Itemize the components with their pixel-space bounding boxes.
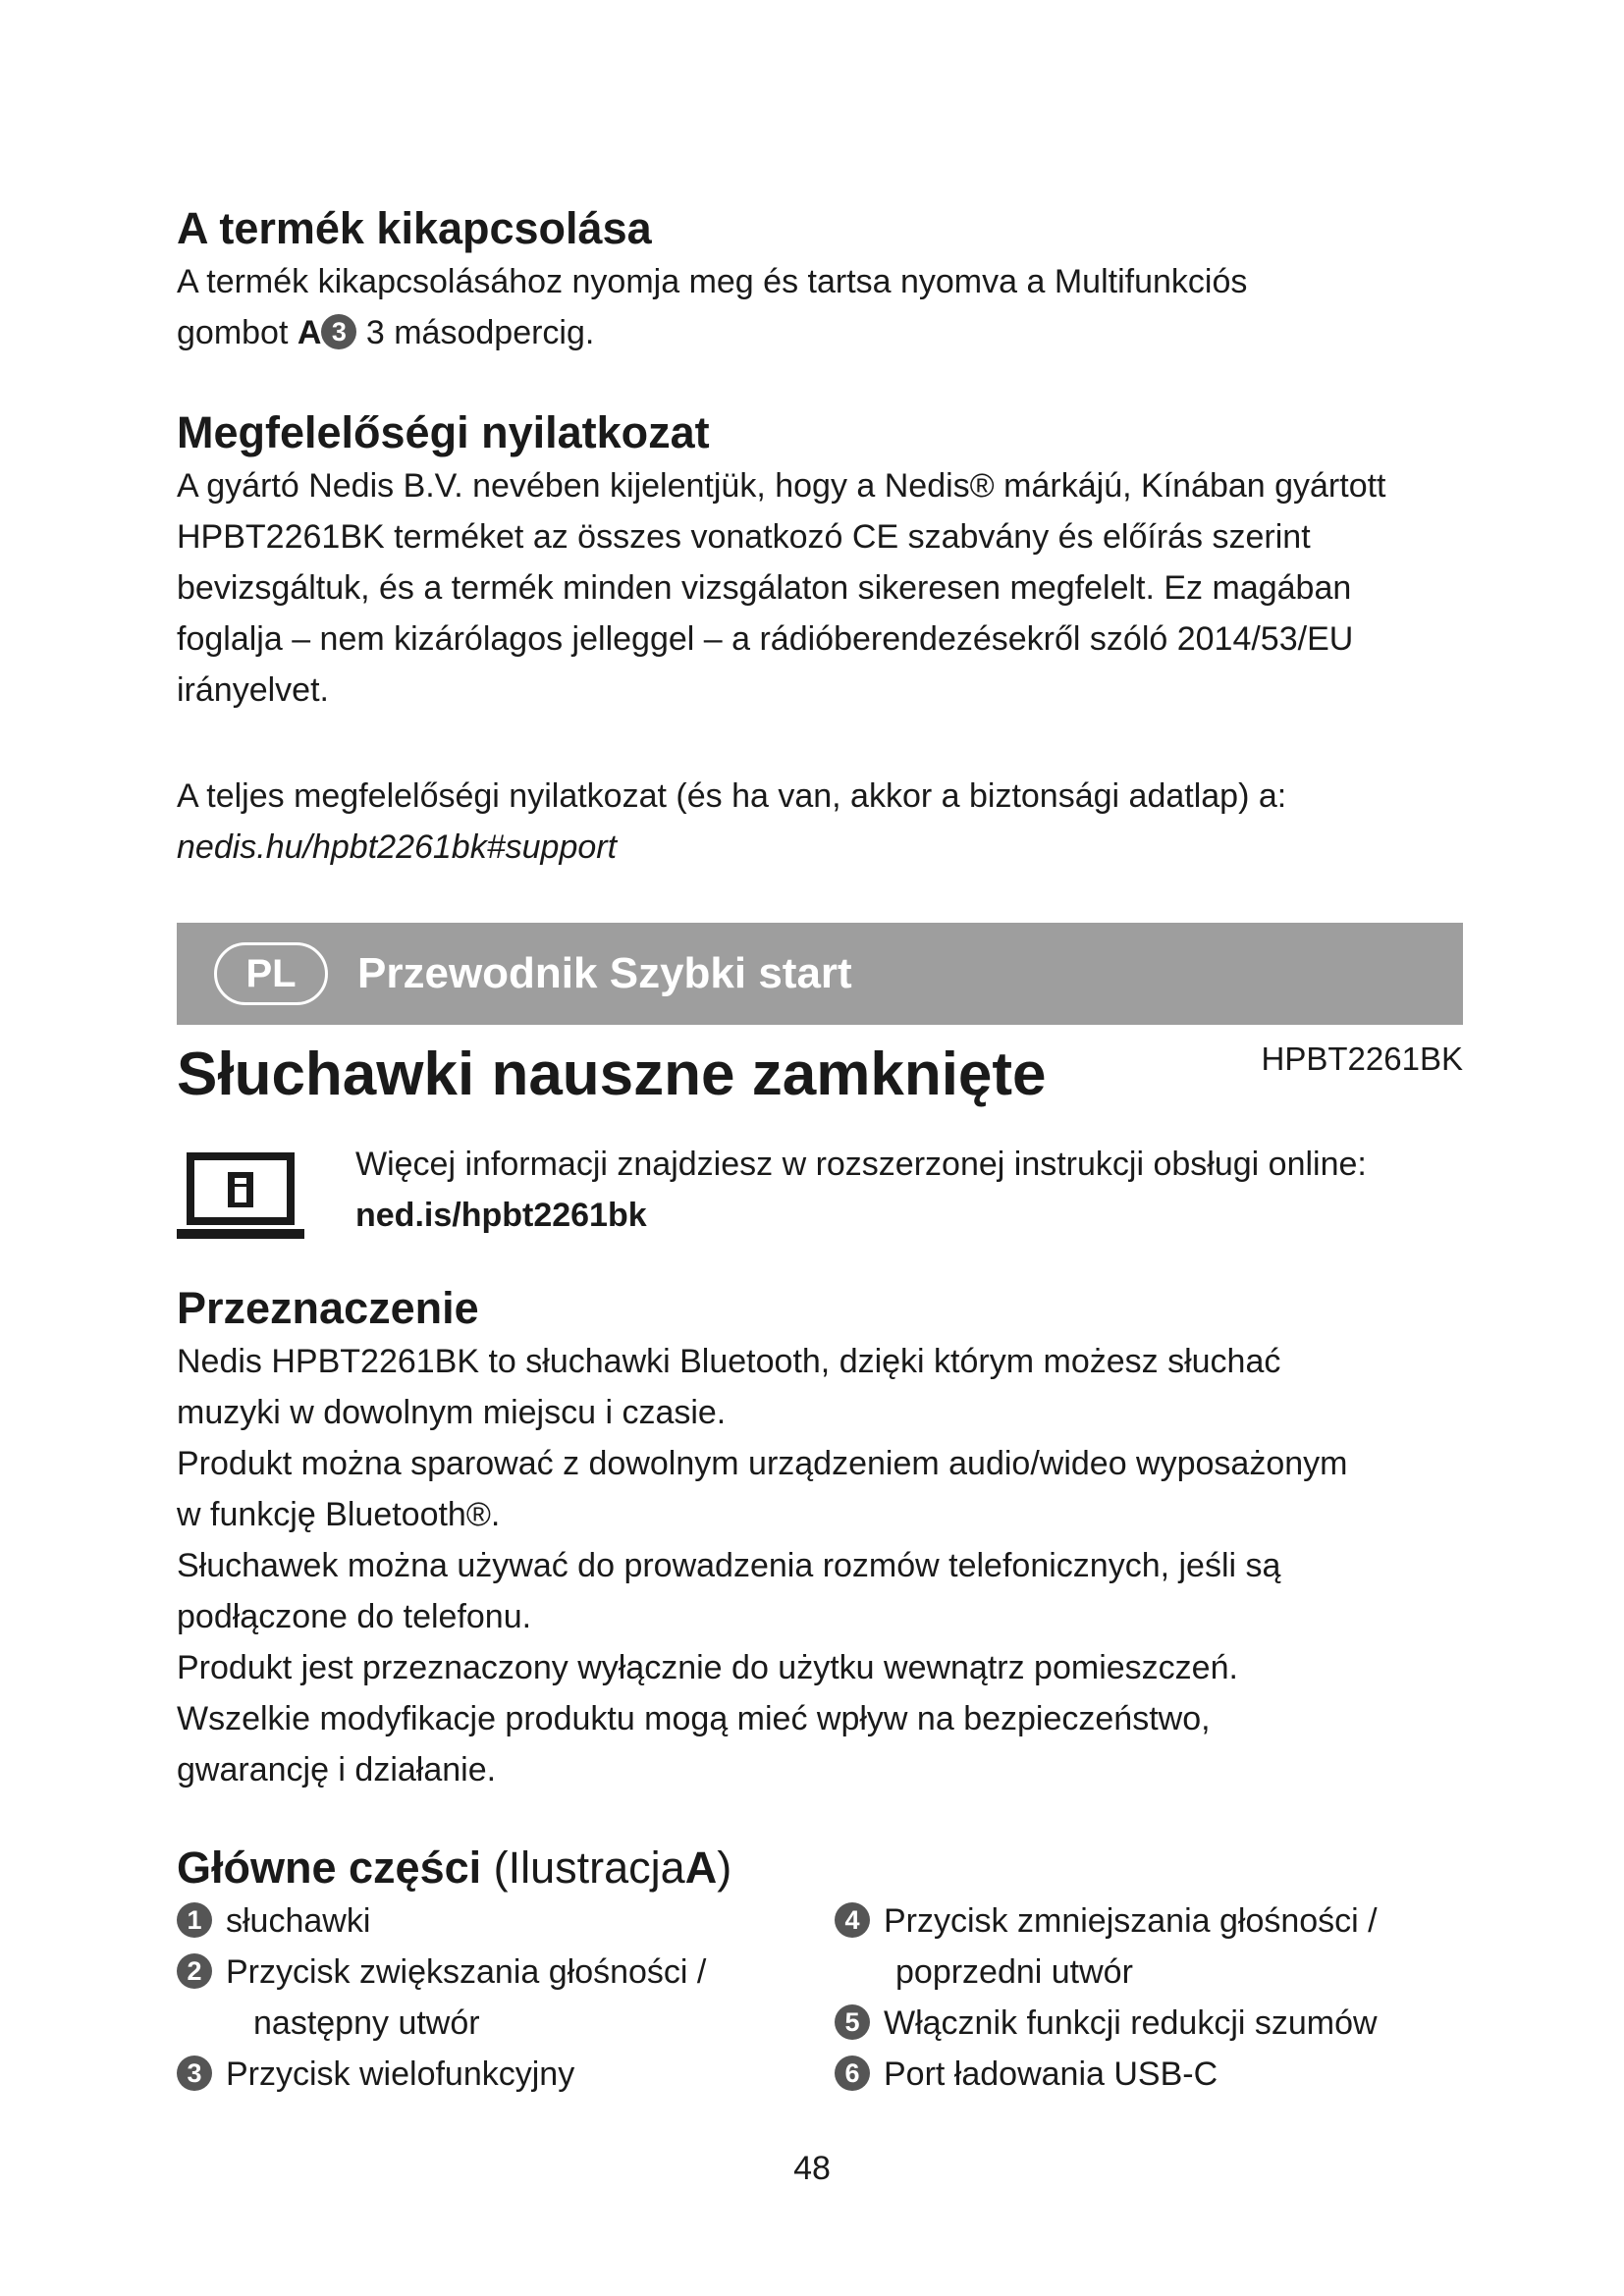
paragraph-line bbox=[177, 307, 1247, 358]
paragraph-line: foglalja – nem kizárólagos jelleggel – a rádióberendezésekről szóló 2014/53/EU bbox=[177, 620, 1354, 658]
part-label-continued: poprzedni utwór bbox=[895, 1953, 1133, 1991]
paragraph-line: Słuchawek można używać do prowadzenia rozmów telefonicznych, jeśli są bbox=[177, 1547, 1281, 1584]
parts-list bbox=[177, 1896, 1463, 2092]
part-item bbox=[177, 1896, 370, 1947]
model-number: HPBT2261BK bbox=[1261, 1041, 1463, 1077]
heading-letter: A bbox=[684, 1842, 718, 1893]
paragraph-line: Produkt jest przeznaczony wyłącznie do użytku wewnątrz pomieszczeń. bbox=[177, 1649, 1238, 1686]
text: 3 másodpercig. bbox=[365, 314, 595, 351]
language-banner bbox=[177, 923, 1463, 1025]
paragraph-line: Nedis HPBT2261BK to słuchawki Bluetooth, dzięki którym możesz słuchać bbox=[177, 1343, 1281, 1380]
part-number-badge: 3 bbox=[177, 2056, 212, 2091]
part-item bbox=[177, 1947, 706, 2049]
section-heading: A termék kikapcsolása bbox=[177, 203, 652, 253]
heading-paren: (Ilustracja bbox=[493, 1842, 685, 1893]
part-label: Włącznik funkcji redukcji szumów bbox=[884, 2004, 1378, 2042]
section-heading bbox=[177, 1841, 1463, 1896]
paragraph-line: HPBT2261BK terméket az összes vonatkozó CE szabvány és előírás szerint bbox=[177, 518, 1311, 556]
section-heading: Megfelelőségi nyilatkozat bbox=[177, 407, 710, 457]
online-manual-info bbox=[177, 1139, 1463, 1266]
info-line: Więcej informacji znajdziesz w rozszerzonej instrukcji obsługi online: bbox=[355, 1146, 1367, 1183]
part-item bbox=[835, 1998, 1378, 2049]
heading-bold: Główne części bbox=[177, 1842, 482, 1893]
part-number-badge: 5 bbox=[835, 2004, 870, 2040]
part-label: Przycisk wielofunkcyjny bbox=[226, 2056, 575, 2093]
part-label: słuchawki bbox=[226, 1902, 371, 1940]
paragraph-line: A gyártó Nedis B.V. nevében kijelentjük, hogy a Nedis® márkájú, Kínában gyártott bbox=[177, 467, 1386, 505]
laptop-info-icon bbox=[177, 1150, 304, 1249]
part-number-badge: 3 bbox=[321, 314, 356, 349]
section-declaration bbox=[177, 405, 1463, 716]
section-heading: Przeznaczenie bbox=[177, 1283, 479, 1333]
section-purpose bbox=[177, 1281, 1463, 1795]
paragraph-line: muzyki w dowolnym miejscu i czasie. bbox=[177, 1394, 727, 1431]
page-number: 48 bbox=[793, 2150, 831, 2187]
paragraph-line: podłączone do telefonu. bbox=[177, 1598, 532, 1635]
text: gombot bbox=[177, 314, 289, 351]
banner-title: Przewodnik Szybki start bbox=[357, 949, 852, 997]
figure-ref-letter: A bbox=[297, 314, 322, 351]
support-link[interactable]: nedis.hu/hpbt2261bk#support bbox=[177, 828, 618, 866]
part-item bbox=[835, 2049, 1218, 2100]
section-power-off bbox=[177, 201, 1247, 358]
part-label: Przycisk zwiększania głośności / bbox=[226, 1953, 707, 1991]
part-number-badge: 6 bbox=[835, 2056, 870, 2091]
paragraph-line: gwarancję i działanie. bbox=[177, 1751, 497, 1789]
language-badge: PL bbox=[214, 942, 328, 1005]
paragraph-line: w funkcję Bluetooth®. bbox=[177, 1496, 501, 1533]
part-item bbox=[835, 1896, 1378, 1998]
heading-paren-close: ) bbox=[717, 1842, 732, 1893]
part-label: Port ładowania USB-C bbox=[884, 2056, 1218, 2093]
manual-link[interactable]: ned.is/hpbt2261bk bbox=[355, 1197, 647, 1234]
part-label-continued: następny utwór bbox=[253, 2004, 480, 2042]
paragraph-line: Wszelkie modyfikacje produktu mogą mieć wpływ na bezpieczeństwo, bbox=[177, 1700, 1211, 1737]
part-item bbox=[177, 2049, 574, 2100]
product-title: Słuchawki nauszne zamknięte bbox=[177, 1041, 1047, 1108]
paragraph-line: irányelvet. bbox=[177, 671, 329, 709]
part-number-badge: 2 bbox=[177, 1953, 212, 1989]
paragraph-line: A termék kikapcsolásához nyomja meg és tartsa nyomva a Multifunkciós bbox=[177, 263, 1248, 300]
paragraph-line: Produkt można sparować z dowolnym urządzeniem audio/wideo wyposażonym bbox=[177, 1445, 1348, 1482]
part-label: Przycisk zmniejszania głośności / bbox=[884, 1902, 1378, 1940]
info-text bbox=[355, 1139, 1367, 1241]
part-number-badge: 1 bbox=[177, 1902, 212, 1938]
section-main-parts bbox=[177, 1841, 1463, 2092]
paragraph-line: bevizsgáltuk, és a termék minden vizsgálaton sikeresen megfelelt. Ez magában bbox=[177, 569, 1352, 607]
section-full-declaration bbox=[177, 771, 1463, 873]
part-number-badge: 4 bbox=[835, 1902, 870, 1938]
paragraph-line: A teljes megfelelőségi nyilatkozat (és ha van, akkor a biztonsági adatlap) a: bbox=[177, 777, 1287, 815]
